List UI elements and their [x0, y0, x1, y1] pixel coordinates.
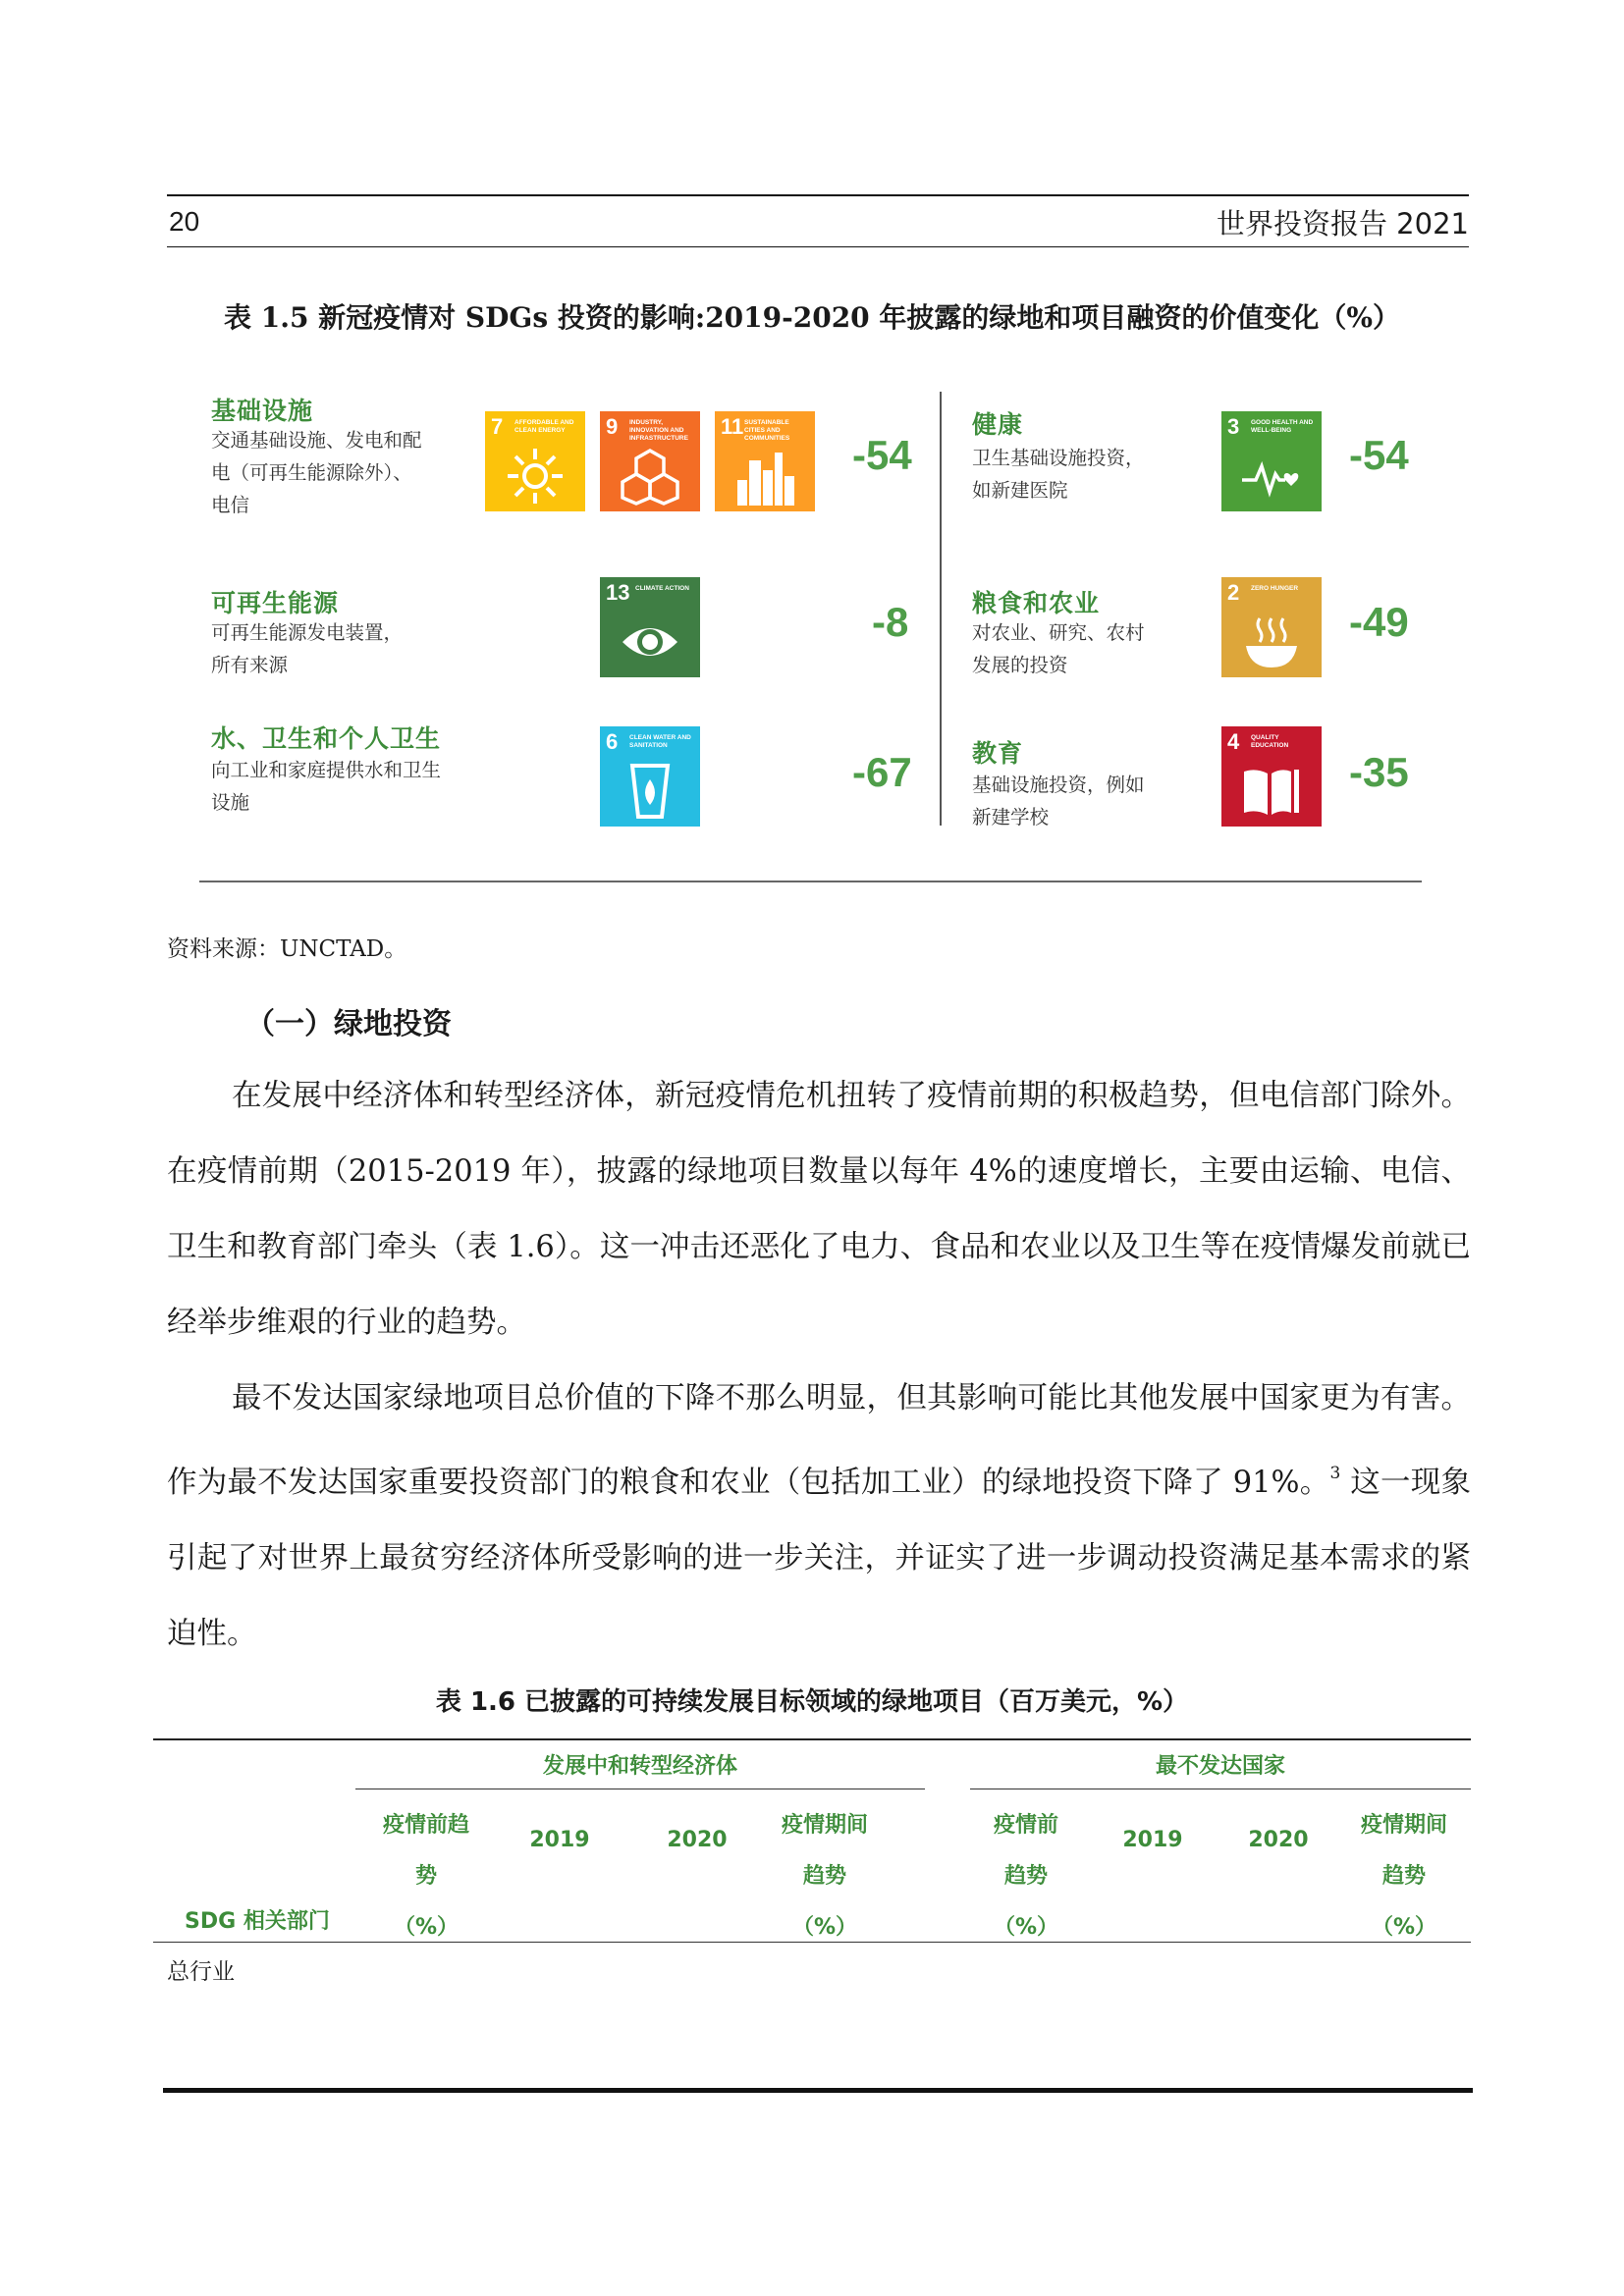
col-header-line: 疫情前	[993, 1813, 1058, 1838]
desc-line: 向工业和家庭提供水和卫生	[211, 759, 442, 781]
heartbeat-icon	[1242, 447, 1301, 506]
figure-bottom-rule	[199, 881, 1422, 882]
category-desc-food	[972, 616, 1145, 681]
col-header-line: （%）	[993, 1915, 1059, 1940]
header-top-rule	[167, 194, 1469, 196]
category-desc-infrastructure	[211, 424, 422, 521]
value-health: -54	[1349, 432, 1409, 478]
tile-number: 13	[606, 580, 630, 605]
tile-number: 7	[491, 414, 504, 439]
col-header-line: 趋势	[1003, 1864, 1048, 1889]
table-row-total: 总行业	[167, 1959, 235, 1985]
value-food: -49	[1349, 599, 1409, 645]
value-infrastructure: -54	[852, 432, 912, 478]
page-bottom-rule	[163, 2088, 1473, 2093]
col-dev-2020: 2020	[667, 1828, 728, 1852]
category-title-health: 健康	[972, 410, 1024, 439]
col-header-line: 疫情期间	[781, 1813, 868, 1838]
category-title-education: 教育	[972, 739, 1024, 768]
col-header-line: （%）	[791, 1915, 858, 1940]
desc-line: 新建学校	[972, 806, 1050, 828]
page-number: 20	[169, 206, 200, 237]
paragraph-2-text: 最不发达国家绿地项目总价值的下降不那么明显，但其影响可能比其他发展中国家更为有害。作为最不发达国家重要投资部门的粮食和农业（包括加工业）的绿地投资下降了 91%。	[167, 1381, 1471, 1500]
category-desc-education	[972, 769, 1145, 833]
col-header-line: （%）	[1371, 1915, 1437, 1940]
cubes-icon	[621, 447, 679, 506]
col-header-line: （%）	[393, 1915, 460, 1940]
paragraph-2-text: 这一现象引起了对世界上最贫穷经济体所受影响的进一步关注，并证实了进一步调动投资满足基本需求的紧迫性。	[167, 1466, 1472, 1651]
col-header-line: 势	[414, 1864, 437, 1889]
col-ldc-pre-trend	[972, 1800, 1080, 1953]
col-header-line: 趋势	[1381, 1864, 1426, 1889]
category-title-infrastructure: 基础设施	[211, 397, 314, 425]
city-icon	[735, 447, 794, 506]
section-heading: （一）绿地投资	[245, 1007, 452, 1041]
value-water: -67	[852, 749, 912, 795]
category-title-water: 水、卫生和个人卫生	[211, 724, 442, 753]
tile-label: INDUSTRY, INNOVATION AND INFRASTRUCTURE	[629, 419, 688, 442]
table-caption: 表 1.6 已披露的可持续发展目标领域的绿地项目（百万美元，%）	[435, 1687, 1189, 1717]
footnote-ref[interactable]: 3	[1329, 1464, 1341, 1483]
category-title-food: 粮食和农业	[972, 589, 1101, 617]
table-top-rule	[153, 1738, 1471, 1740]
category-desc-health	[972, 442, 1145, 507]
value-renewable: -8	[872, 599, 909, 645]
sdg13-tile	[600, 577, 700, 677]
eye-globe-icon	[621, 613, 679, 671]
group-header-developing: 发展中和转型经济体	[542, 1754, 737, 1779]
col-ldc-2019: 2019	[1122, 1828, 1183, 1852]
col-dev-pre-trend	[365, 1800, 487, 1953]
value-education: -35	[1349, 749, 1409, 795]
tile-number: 11	[721, 414, 744, 439]
book-icon	[1242, 762, 1301, 821]
header-bottom-rule	[153, 1942, 1471, 1943]
col-header-line: 趋势	[802, 1864, 846, 1889]
col-header-line: 疫情前趋	[382, 1813, 469, 1838]
tile-number: 2	[1227, 580, 1240, 605]
row-header-label: SDG 相关部门	[185, 1909, 330, 1934]
desc-line: 电（可再生能源除外）、	[211, 461, 412, 484]
desc-line: 基础设施投资，例如	[972, 774, 1145, 796]
sdg4-tile	[1221, 726, 1322, 827]
tile-label: GOOD HEALTH AND WELL-BEING	[1251, 419, 1314, 434]
header-bottom-rule	[167, 246, 1469, 247]
paragraph-1: 在发展中经济体和转型经济体，新冠疫情危机扭转了疫情前期的积极趋势，但电信部门除外。在疫情前期（2015-2019 年），披露的绿地项目数量以每年 4%的速度增长，主要由运输、电信、卫生和教育部门牵头（表 1.6）。这一冲击还恶化了电力、食品和农业以及卫生等在疫情爆发前就已经举步维艰的行业的趋势。	[167, 1079, 1471, 1340]
desc-line: 设施	[211, 791, 250, 814]
desc-line: 所有来源	[211, 654, 289, 676]
column-divider	[940, 392, 942, 826]
col-ldc-2020: 2020	[1248, 1828, 1309, 1852]
sdg11-tile	[715, 411, 815, 511]
tile-number: 6	[606, 729, 619, 754]
tile-number: 3	[1227, 414, 1240, 439]
figure-caption: 表 1.5 新冠疫情对 SDGs 投资的影响:2019-2020 年披露的绿地和项目融资的价值变化（%）	[223, 301, 1401, 334]
col-dev-during-trend	[766, 1800, 884, 1953]
tile-label: QUALITY EDUCATION	[1251, 734, 1289, 749]
desc-line: 交通基础设施、发电和配	[211, 429, 422, 452]
group-header-ldc: 最不发达国家	[1155, 1754, 1285, 1779]
sdg2-tile	[1221, 577, 1322, 677]
tile-label: AFFORDABLE AND CLEAN ENERGY	[514, 419, 574, 434]
category-desc-water	[211, 754, 441, 819]
paragraph-2	[167, 1361, 1471, 1672]
source-note: 资料来源：UNCTAD。	[167, 936, 407, 962]
desc-line: 卫生基础设施投资，	[972, 447, 1145, 469]
tile-label: ZERO HUNGER	[1251, 585, 1299, 592]
desc-line: 电信	[211, 494, 250, 516]
col-dev-2019: 2019	[529, 1828, 590, 1852]
category-title-renewable: 可再生能源	[211, 589, 340, 617]
sdg9-tile	[600, 411, 700, 511]
desc-line: 对农业、研究、农村	[972, 621, 1145, 644]
tile-label: SUSTAINABLE CITIES AND COMMUNITIES	[744, 419, 790, 442]
tile-label: CLEAN WATER AND SANITATION	[629, 734, 691, 749]
tile-number: 4	[1227, 729, 1240, 754]
sdg3-tile	[1221, 411, 1322, 511]
category-desc-renewable	[211, 616, 403, 681]
running-title: 世界投资报告 2021	[1216, 207, 1469, 240]
desc-line: 如新建医院	[972, 479, 1068, 502]
water-drop-icon	[621, 762, 679, 821]
tile-number: 9	[606, 414, 619, 439]
sun-icon	[506, 447, 565, 506]
col-header-line: 疫情期间	[1360, 1813, 1447, 1838]
bowl-icon	[1242, 613, 1301, 671]
sdg7-tile	[485, 411, 585, 511]
col-ldc-during-trend	[1345, 1800, 1463, 1953]
desc-line: 可再生能源发电装置，	[211, 621, 404, 644]
desc-line: 发展的投资	[972, 654, 1068, 676]
sdg6-tile	[600, 726, 700, 827]
tile-label: CLIMATE ACTION	[635, 585, 689, 592]
